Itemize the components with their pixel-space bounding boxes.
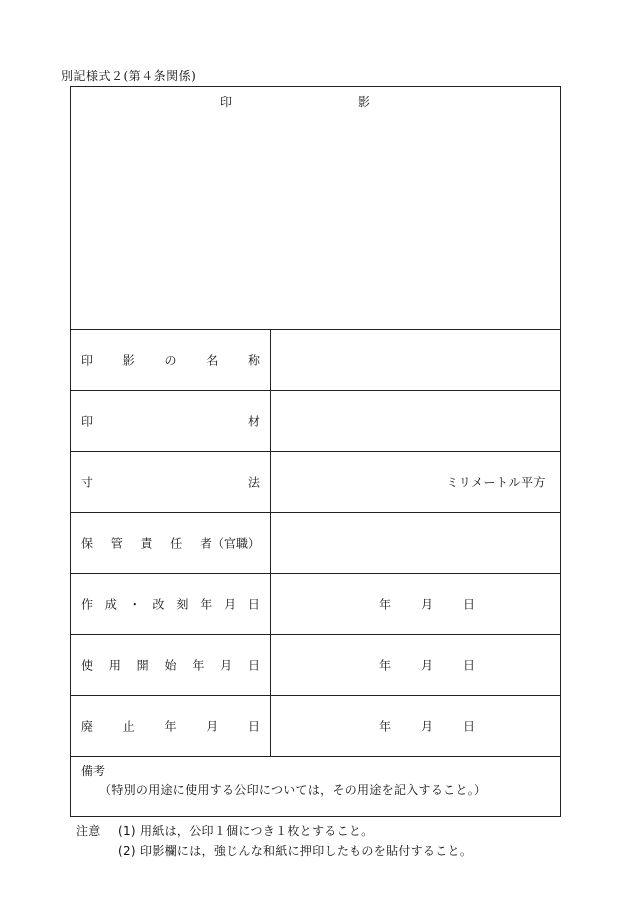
label-char: 日 <box>247 597 260 612</box>
label-char: 年 <box>192 658 205 673</box>
value-creation-date[interactable] <box>271 574 560 634</box>
label-char: 使 <box>81 658 94 673</box>
label-char: 称 <box>247 353 260 368</box>
date-year: 年 <box>379 658 392 673</box>
label-char: 印 <box>81 414 94 429</box>
label-cell <box>71 330 271 390</box>
label-char: 者（官職） <box>199 536 260 551</box>
label-start-date <box>81 657 260 674</box>
label-char: 名 <box>206 353 219 368</box>
date-month: 月 <box>421 719 434 734</box>
label-cell <box>71 513 271 573</box>
label-seal-name <box>81 352 260 369</box>
label-char: 成 <box>104 597 117 612</box>
label-dimensions <box>81 474 260 491</box>
date-year: 年 <box>379 719 392 734</box>
label-char: 改 <box>152 597 165 612</box>
label-char: 作 <box>81 597 94 612</box>
label-char: 廃 <box>81 719 94 734</box>
label-char: 日 <box>247 658 260 673</box>
label-char: 責 <box>140 536 153 551</box>
label-char: 止 <box>122 719 135 734</box>
impression-area <box>71 87 560 329</box>
label-char: 月 <box>224 597 237 612</box>
label-cell <box>71 635 271 695</box>
remarks-text: （特別の用途に使用する公印については，その用途を記入すること。） <box>99 783 487 797</box>
dimension-unit: ミリメートル平方 <box>446 475 546 490</box>
date-day: 日 <box>463 597 476 612</box>
row-start-date <box>71 634 560 695</box>
notes-heading: 注意 <box>76 824 101 838</box>
remarks-section[interactable] <box>71 756 560 816</box>
date-month: 月 <box>421 597 434 612</box>
label-char: 始 <box>164 658 177 673</box>
label-char: 日 <box>247 719 260 734</box>
label-char: の <box>164 353 177 368</box>
date-year: 年 <box>379 597 392 612</box>
remarks-heading: 備考 <box>81 764 106 778</box>
value-custodian[interactable] <box>271 513 560 573</box>
label-char: 管 <box>110 536 123 551</box>
label-custodian <box>81 535 260 552</box>
label-cell <box>71 574 271 634</box>
label-char: 寸 <box>81 475 94 490</box>
label-cell <box>71 391 271 451</box>
row-seal-material <box>71 390 560 451</box>
label-cell <box>71 696 271 756</box>
label-creation-date <box>81 596 260 613</box>
impression-heading-left: 印 <box>220 95 233 109</box>
label-char: 刻 <box>176 597 189 612</box>
value-seal-material[interactable] <box>271 391 560 451</box>
label-char: 年 <box>200 597 213 612</box>
value-seal-name[interactable] <box>271 330 560 390</box>
label-char: 月 <box>206 719 219 734</box>
seal-registration-form <box>70 86 561 817</box>
row-abolition-date <box>71 695 560 756</box>
label-char: 法 <box>247 475 260 490</box>
value-abolition-date[interactable] <box>271 696 560 756</box>
label-char: 材 <box>247 414 260 429</box>
label-char: 影 <box>122 353 135 368</box>
row-seal-name <box>71 329 560 390</box>
date-month: 月 <box>421 658 434 673</box>
label-char: ・ <box>128 597 141 612</box>
note-2: (2) 印影欄には，強じんな和紙に押印したものを貼付すること。 <box>118 844 473 858</box>
label-char: 任 <box>170 536 183 551</box>
form-title: 別記様式２(第４条関係) <box>61 69 197 83</box>
date-day: 日 <box>463 719 476 734</box>
label-char: 月 <box>220 658 233 673</box>
label-cell <box>71 452 271 512</box>
label-char: 保 <box>81 536 94 551</box>
row-dimensions <box>71 451 560 512</box>
date-day: 日 <box>463 658 476 673</box>
label-char: 開 <box>136 658 149 673</box>
label-seal-material <box>81 413 260 430</box>
label-char: 用 <box>108 658 121 673</box>
row-custodian <box>71 512 560 573</box>
label-abolition-date <box>81 718 260 735</box>
label-char: 印 <box>81 353 94 368</box>
row-creation-date <box>71 573 560 634</box>
note-1: (1) 用紙は，公印１個につき１枚とすること。 <box>118 824 374 838</box>
label-char: 年 <box>164 719 177 734</box>
value-start-date[interactable] <box>271 635 560 695</box>
impression-heading-right: 影 <box>358 95 371 109</box>
value-dimensions[interactable] <box>271 452 560 512</box>
